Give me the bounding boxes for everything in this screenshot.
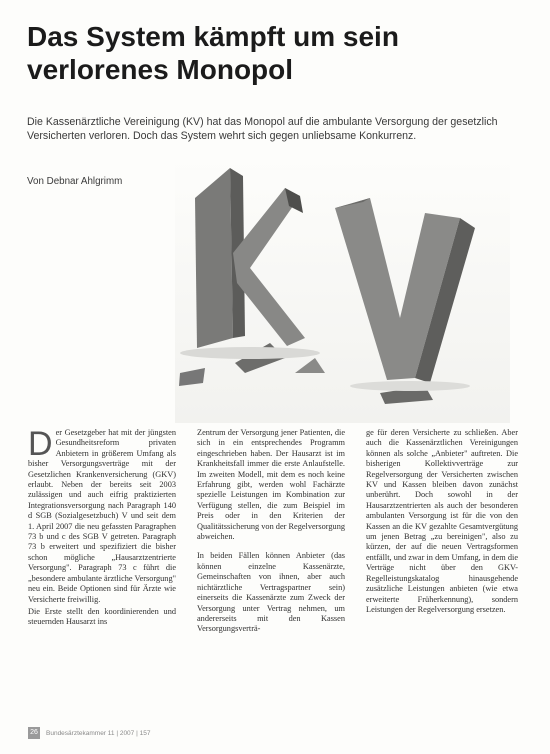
drop-cap: D bbox=[28, 425, 53, 463]
footer-text: Bundesärztekammer 11 | 2007 | 157 bbox=[46, 730, 151, 737]
kv-letters-illustration bbox=[175, 158, 510, 423]
page-number: 26 bbox=[28, 727, 40, 739]
paragraph: In beiden Fällen können Anbieter (das können einzelne Kassenärzte, Gemeinschaften von ihnen, aber auch nichtärztliche Vertragspartner sein) einerseits die Kassenärzte zum Zweck der Versorgung unter Vertrag nehmen, um andererseits mit den Kassen Versorgungsverträ- bbox=[197, 551, 345, 634]
article-byline: Von Debnar Ahlgrimm bbox=[27, 176, 123, 187]
article-lead: Die Kassenärztliche Vereinigung (KV) hat das Monopol auf die ambulante Versorgung der gesetzlich Versicherten verloren. Doch das System wehrt sich gegen unliebsame Konkurrenz. bbox=[27, 116, 498, 143]
kv-letters-image bbox=[175, 158, 510, 423]
figure-letters: KV bbox=[265, 298, 267, 299]
paragraph-text: er Gesetzgeber hat mit der jüngsten Gesundheitsreform privaten Anbietern in größerem Umfang als bisher Versorgungsverträge mit der Gesetzlichen Krankenversicherung (GKV) erlaubt. Neben der bereits seit 2003 zulässigen und auch eifrig praktizierten Integrationsversorgung nach Paragraph 140 d SGB (Sozialgesetzbuch) V und seit dem 1. April 2007 die neu gefassten Paragraphen 73 b und c des SGB V getreten. Paragraph 73 b erweitert und spezifiziert die bisher schon mögliche „Hausarztzentrierte Versorgung". Paragraph 73 c führt die „besondere ambulante ärztliche Versorgung" neu ein. Beide Optionen sind für Ärzte wie Versicherte freiwillig. bbox=[28, 428, 176, 604]
paragraph: Zentrum der Versorgung jener Patienten, die sich in ein entsprechendes Programm eingeschrieben haben. Der Hausarzt ist im Krankheitsfall immer die erste Anlaufstelle. Im zweiten Modell, mit dem es noch keine Erfahrung gibt, werden wohl Fachärzte spezielle Leistungen im Kombination zur Verfügung stellen, die zum Beispiel im Preis oder in den Kriterien der Qualitätssicherung von der Regelversorgung abweichen. bbox=[197, 428, 346, 542]
article-title: Das System kämpft um sein verlorenes Monopol bbox=[27, 21, 399, 85]
article-column-1 bbox=[28, 425, 176, 700]
paragraph: Die Erste stellt den koordinierenden und steuernden Hausarzt ins bbox=[28, 606, 176, 627]
article-column-2 bbox=[197, 428, 345, 700]
paragraph: ge für deren Versicherte zu schließen. Aber auch die Kassenärztlichen Vereinigungen können als solche „Anbieter" auftreten. Die bisherigen Kollektivverträge zur Regelversorgung der Versicherten zwischen KV und Kassen bleiben davon zunächst unberührt. Doch sowohl in der Hausarztzentrierten als auch der besonderen ambulanten Versorgung ist für die von den Kassen an die KV gezahlte Gesamtvergütung um jenen Betrag „zu bereinigen", also zu kürzen, der auf die neuen Vertragsformen entfällt, und zwar in dem Umfang, in dem die Verträge nicht über den GKV-Regelleistungskatalog hinausgehende zusätzliche Leistungen anbieten (wie etwa erweiterte Früherkennung), sondern Leistungen der Regelversorgung ersetzen. bbox=[366, 428, 518, 614]
article-column-3 bbox=[366, 428, 518, 700]
paragraph bbox=[28, 425, 176, 605]
